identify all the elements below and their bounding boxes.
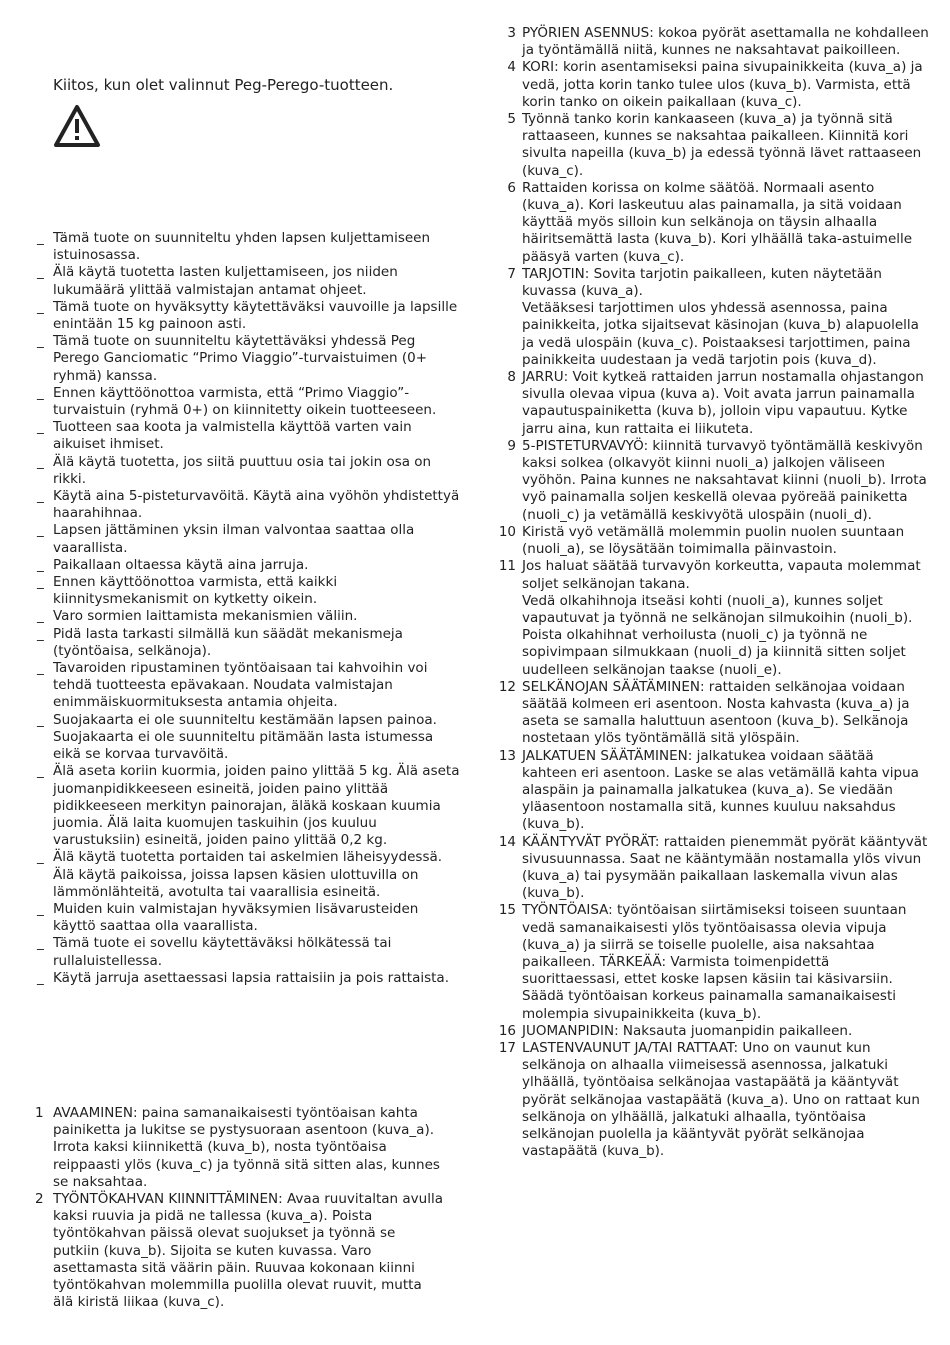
bullet-marker: _ (37, 556, 44, 573)
step-number: 12 (498, 678, 516, 695)
bullet-marker: _ (37, 384, 44, 401)
warning-item (35, 712, 460, 764)
step-text: JARRU: Voit kytkeä rattaiden jarrun nostamalla ohjastangon sivulla olevaa vipua (kuva a). Voit avata jarrun painamalla vapautuspainiketta (kuva b), jolloin vipu vapautuu. Kytke jarru aina, kun rattaita ei liikuteta. (522, 369, 924, 437)
step-item (497, 679, 929, 748)
step-text: TYÖNTÖKAHVAN KIINNITTÄMINEN: Avaa ruuvitaltan avulla kaksi ruuvia ja pidä ne tallessa (kuva_a). Poista työntökahvan päissä olevat suojukset ja työnnä se putkiin (kuva_b). Sijoita se kuten kuvassa. Varo asettamasta sitä väärin päin. Ruuvaa kokonaan kiinni työntökahvan molemmilla puolilla olevat ruuvit, mutta älä kiristä liikaa (kuva_c). (53, 1191, 443, 1311)
warning-text: Muiden kuin valmistajan hyväksymien lisävarusteiden käyttö saattaa olla vaarallista. (53, 900, 419, 935)
bullet-marker: _ (37, 264, 44, 281)
warning-text: Käytä jarruja asettaessasi lapsia rattaisiin ja pois rattaista. (53, 969, 449, 986)
warning-text: Tämä tuote on suunniteltu yhden lapsen kuljettamiseen istuinosassa. (53, 230, 431, 264)
bullet-marker: _ (37, 969, 44, 986)
step-text: JUOMANPIDIN: Naksauta juomanpidin paikalleen. (522, 1022, 853, 1039)
step-item (497, 1040, 929, 1160)
warning-text: Tämä tuote ei sovellu käytettäväksi hölkätessä tai rullaluistellessa. (53, 935, 392, 969)
warning-text: Paikallaan oltaessa käytä aina jarruja. (53, 556, 309, 573)
step-text: Työnnä tanko korin kankaaseen (kuva_a) ja työnnä sitä rattaaseen, kunnes se naksahtaa paikalleen. Kiinnitä kori sivulta napeilla (kuva_b) ja edessä työnnä lävet rattaaseen (kuva_c). (522, 111, 922, 179)
step-item (497, 524, 929, 558)
bullet-marker: _ (37, 298, 44, 315)
step-text: KORI: korin asentamiseksi paina sivupainikkeita (kuva_a) ja vedä, jotta korin tanko tulee ulos (kuva_b). Varmista, että korin tanko on oikein paikallaan (kuva_c). (522, 59, 923, 110)
bullet-marker: _ (37, 574, 44, 591)
warning-item (35, 299, 460, 333)
step-number: 16 (498, 1022, 516, 1039)
step-text: TYÖNTÖAISA: työntöaisan siirtämiseksi toiseen suuntaan vedä samanaikaisesti ylös työntöaisassa olevia vipuja (kuva_a) ja siirrä se toiselle puolelle, aisa naksahtaa paikalleen. TÄRKEÄÄ: Varmista toimenpidettä suorittaessasi, ettet koske lapsen käsiin tai käsivarsiin. Säädä työntöaisan korkeus painamalla samanaikaisesti molempia sivupainikkeita (kuva_b). (522, 902, 907, 1022)
steps-left-list (35, 1105, 445, 1311)
step-number: 4 (507, 59, 516, 76)
warning-triangle-icon (53, 104, 101, 148)
step-item (497, 266, 929, 369)
step-item (497, 902, 929, 1022)
step-number: 2 (35, 1191, 44, 1208)
bullet-marker: _ (37, 488, 44, 505)
warning-text: Suojakaarta ei ole suunniteltu kestämään lapsen painoa. Suojakaarta ei ole suunniteltu pitämään lasta istumessa eikä se korvaa turvavöitä. (53, 711, 437, 763)
step-text: Vedä olkahihnoja itseäsi kohti (nuoli_a), kunnes soljet vapautuvat ja työnnä ne selkänojan silmukoihin (nuoli_b). Poista olkahihnat verhoilusta (nuoli_c) ja työnnä ne sopivimpaan silmukkaan (nuoli_d) ja kiinnitä sitten soljet uudelleen selkänojan taakse (nuoli_e). (522, 592, 913, 678)
step-text: PYÖRIEN ASENNUS: kokoa pyörät asettamalla ne kohdalleen ja työntämällä niitä, kunnes ne naksahtavat paikoilleen. (522, 25, 929, 59)
warning-item (35, 660, 460, 712)
step-text: LASTENVAUNUT JA/TAI RATTAAT: Uno on vaunut kun selkänoja on alhaalla viimeisessä asennossa, jalkatuki ylhäällä, työntöaisa selkänojaa vastapäätä ja kääntyvät pyörät selkänojaa vastapäätä (kuva_a). Uno on rattaat kun selkänoja on ylhäällä, jalkatuki alhaalla, työntöaisa selkänojan puolella ja kääntyvät pyörät selkänojaa vastapäätä (kuva_b). (522, 1039, 920, 1160)
warning-text: Ennen käyttöönottoa varmista, että kaikki kiinnitysmekanismit on kytketty oikein. (53, 574, 338, 608)
warning-text: Lapsen jättäminen yksin ilman valvontaa saattaa olla vaarallista. (53, 522, 415, 556)
step-item (497, 369, 929, 438)
warning-item (35, 385, 460, 419)
step-item (35, 1105, 445, 1191)
warnings-list (35, 230, 460, 987)
step-number: 8 (507, 369, 516, 386)
step-item (497, 180, 929, 266)
step-text: KÄÄNTYVÄT PYÖRÄT: rattaiden pienemmät pyörät kääntyvät sivusuunnassa. Saat ne kääntymään nostamalla ylös vivun (kuva_a) tai pysymään paikallaan laskemalla vivun alas (kuva_b). (522, 833, 928, 902)
step-item (497, 748, 929, 834)
step-item (497, 59, 929, 111)
warning-text: Tämä tuote on hyväksytty käytettäväksi vauvoille ja lapsille enintään 15 kg painoon asti. (53, 298, 458, 333)
bullet-marker: _ (37, 660, 44, 677)
step-text: Kiristä vyö vetämällä molemmin puolin nuolen suuntaan (nuoli_a), se löysätään toimimalla päinvastoin. (522, 523, 905, 558)
warning-item (35, 849, 460, 901)
warning-item (35, 608, 460, 625)
step-number: 9 (507, 437, 516, 454)
bullet-marker: _ (37, 230, 44, 246)
bullet-marker: _ (37, 711, 44, 728)
warning-item (35, 970, 460, 987)
warning-text: Älä aseta koriin kuormia, joiden paino ylittää 5 kg. Älä aseta juomanpidikkeeseen esineitä, joiden paino ylittää pidikkeeseen merkityn painorajan, äläkä koskaan kuumia juomia. Älä laita kuomujen taskuihin (jos kuuluu varustuksiin) esineitä, joiden paino ylittää 0,2 kg. (53, 763, 460, 849)
step-number: 6 (507, 179, 516, 196)
bullet-marker: _ (37, 419, 44, 436)
warning-item (35, 522, 460, 556)
step-number: 15 (498, 902, 516, 919)
steps-right-list (497, 25, 929, 1160)
warning-item (35, 230, 460, 264)
warning-item (35, 763, 460, 849)
warning-item (35, 419, 460, 453)
warning-item (35, 626, 460, 660)
step-text: SELKÄNOJAN SÄÄTÄMINEN: rattaiden selkänojaa voidaan säätää kolmeen eri asentoon. Nosta kahvasta (kuva_a) ja aseta se samalla haluttuun asentoon (kuva_b). Selkänoja nostetaan ylös työntämällä sitä ylöspäin. (522, 678, 910, 747)
warning-item (35, 454, 460, 488)
step-number: 13 (498, 747, 516, 764)
step-text: TARJOTIN: Sovita tarjotin paikalleen, kuten näytetään kuvassa (kuva_a). (522, 265, 882, 300)
bullet-marker: _ (37, 625, 44, 642)
step-number: 5 (507, 111, 516, 128)
warning-item (35, 488, 460, 522)
step-item (497, 438, 929, 524)
warning-text: Tavaroiden ripustaminen työntöaisaan tai kahvoihin voi tehdä tuotteesta epävakaan. Noudata valmistajan enimmäiskuormituksesta antamia ohjeita. (53, 660, 428, 711)
bullet-marker: _ (37, 900, 44, 917)
step-item (497, 558, 929, 678)
bullet-marker: _ (37, 935, 44, 952)
step-text: Rattaiden korissa on kolme säätöä. Normaali asento (kuva_a). Kori laskeutuu alas painamalla, ja sitä voidaan käyttää myös silloin kun selkänoja on täysin alhaalla häiritsemättä lasta (kuva_b). Kori ylhäällä taka-astuimelle pääsyä varten (kuva_c). (522, 179, 913, 265)
right-column (497, 25, 929, 1160)
step-text: AVAAMINEN: paina samanaikaisesti työntöaisan kahta painiketta ja lukitse se pystysuoraan asentoon (kuva_a). Irrota kaksi kiinnikettä (kuva_b), nosta työntöaisa reippaasti ylös (kuva_c) ja työnnä sitä sitten alas, kunnes se naksahtaa. (53, 1105, 440, 1190)
warning-item (35, 264, 460, 298)
warning-text: Tämä tuote on suunniteltu käytettäväksi yhdessä Peg Perego Ganciomatic “Primo Viaggio”-turvaistuimen (0+ ryhmä) kanssa. (53, 333, 428, 384)
step-number: 3 (507, 25, 516, 41)
bullet-marker: _ (37, 522, 44, 539)
warning-item (35, 935, 460, 969)
warning-text: Pidä lasta tarkasti silmällä kun säädät mekanismeja (työntöaisa, selkänoja). (53, 625, 403, 659)
step-text: 5-PISTETURVAVYÖ: kiinnitä turvavyö työntämällä keskivyön kaksi solkea (olkavyöt kiinni nuoli_a) jalkojen väliseen vyöhön. Paina kunnes ne naksahtavat kiinni (nuoli_b). Irrota vyö painamalla soljen keskellä olevaa pyöreää painiketta (nuoli_c) ja vetämällä keskivyötä ulospäin (nuoli_d). (522, 437, 927, 523)
step-item (497, 1023, 929, 1040)
step-item (497, 25, 929, 59)
warning-item (35, 333, 460, 385)
bullet-marker: _ (37, 763, 44, 780)
bullet-marker: _ (37, 608, 44, 625)
step-item (35, 1191, 445, 1311)
intro-text: Kiitos, kun olet valinnut Peg-Perego-tuotteen. (53, 76, 394, 94)
bullet-marker: _ (37, 333, 44, 350)
warning-text: Tuotteen saa koota ja valmistella käyttöä varten vain aikuiset ihmiset. (53, 419, 412, 453)
bullet-marker: _ (37, 849, 44, 866)
warning-text: Älä käytä tuotetta lasten kuljettamiseen, jos niiden lukumäärä ylittää valmistajan antamat ohjeet. (53, 264, 398, 298)
warning-text: Varo sormien laittamista mekanismien väliin. (53, 608, 358, 625)
step-text: JALKATUEN SÄÄTÄMINEN: jalkatukea voidaan säätää kahteen eri asentoon. Laske se alas vetämällä kahta vipua alaspäin ja painamalla jalkatukea (kuva_a). Se viedään yläasentoon nostamalla sitä, kunnes kuuluu naksahdus (kuva_b). (522, 747, 919, 833)
step-number: 7 (507, 265, 516, 282)
warning-item (35, 574, 460, 608)
bullet-marker: _ (37, 453, 44, 470)
step-number: 14 (498, 833, 516, 850)
warning-text: Ennen käyttöönottoa varmista, että “Primo Viaggio”-turvaistuin (ryhmä 0+) on kiinnitetty oikein tuotteeseen. (53, 384, 437, 419)
warning-item (35, 901, 460, 935)
warning-text: Älä käytä tuotetta portaiden tai askelmien läheisyydessä. Älä käytä paikoissa, joissa lapsen käsien ulottuvilla on lämmönlähteitä, avotulta tai vaarallisia esineitä. (53, 849, 443, 900)
step-text: Jos haluat säätää turvavyön korkeutta, vapauta molemmat soljet selkänojan takana. (522, 558, 921, 592)
step-number: 10 (498, 523, 516, 540)
warning-item (35, 557, 460, 574)
step-number: 17 (498, 1039, 516, 1056)
step-number: 11 (498, 558, 516, 575)
step-item (497, 111, 929, 180)
warning-text: Käytä aina 5-pisteturvavöitä. Käytä aina vyöhön yhdistettyä haarahihnaa. (53, 488, 460, 522)
step-text: Vetääksesi tarjottimen ulos yhdessä asennossa, paina painikkeita, jotka sijaitsevat käsinojan (kuva_b) alapuolella ja vedä ulospäin (kuva_c). Poistaaksesi tarjottimen, paina painikkeita uudestaan ja vedä tarjotin pois (kuva_d). (522, 300, 919, 368)
warning-text: Älä käytä tuotetta, jos siitä puuttuu osia tai jokin osa on rikki. (53, 453, 432, 487)
step-number: 1 (35, 1105, 44, 1121)
step-item (497, 834, 929, 903)
